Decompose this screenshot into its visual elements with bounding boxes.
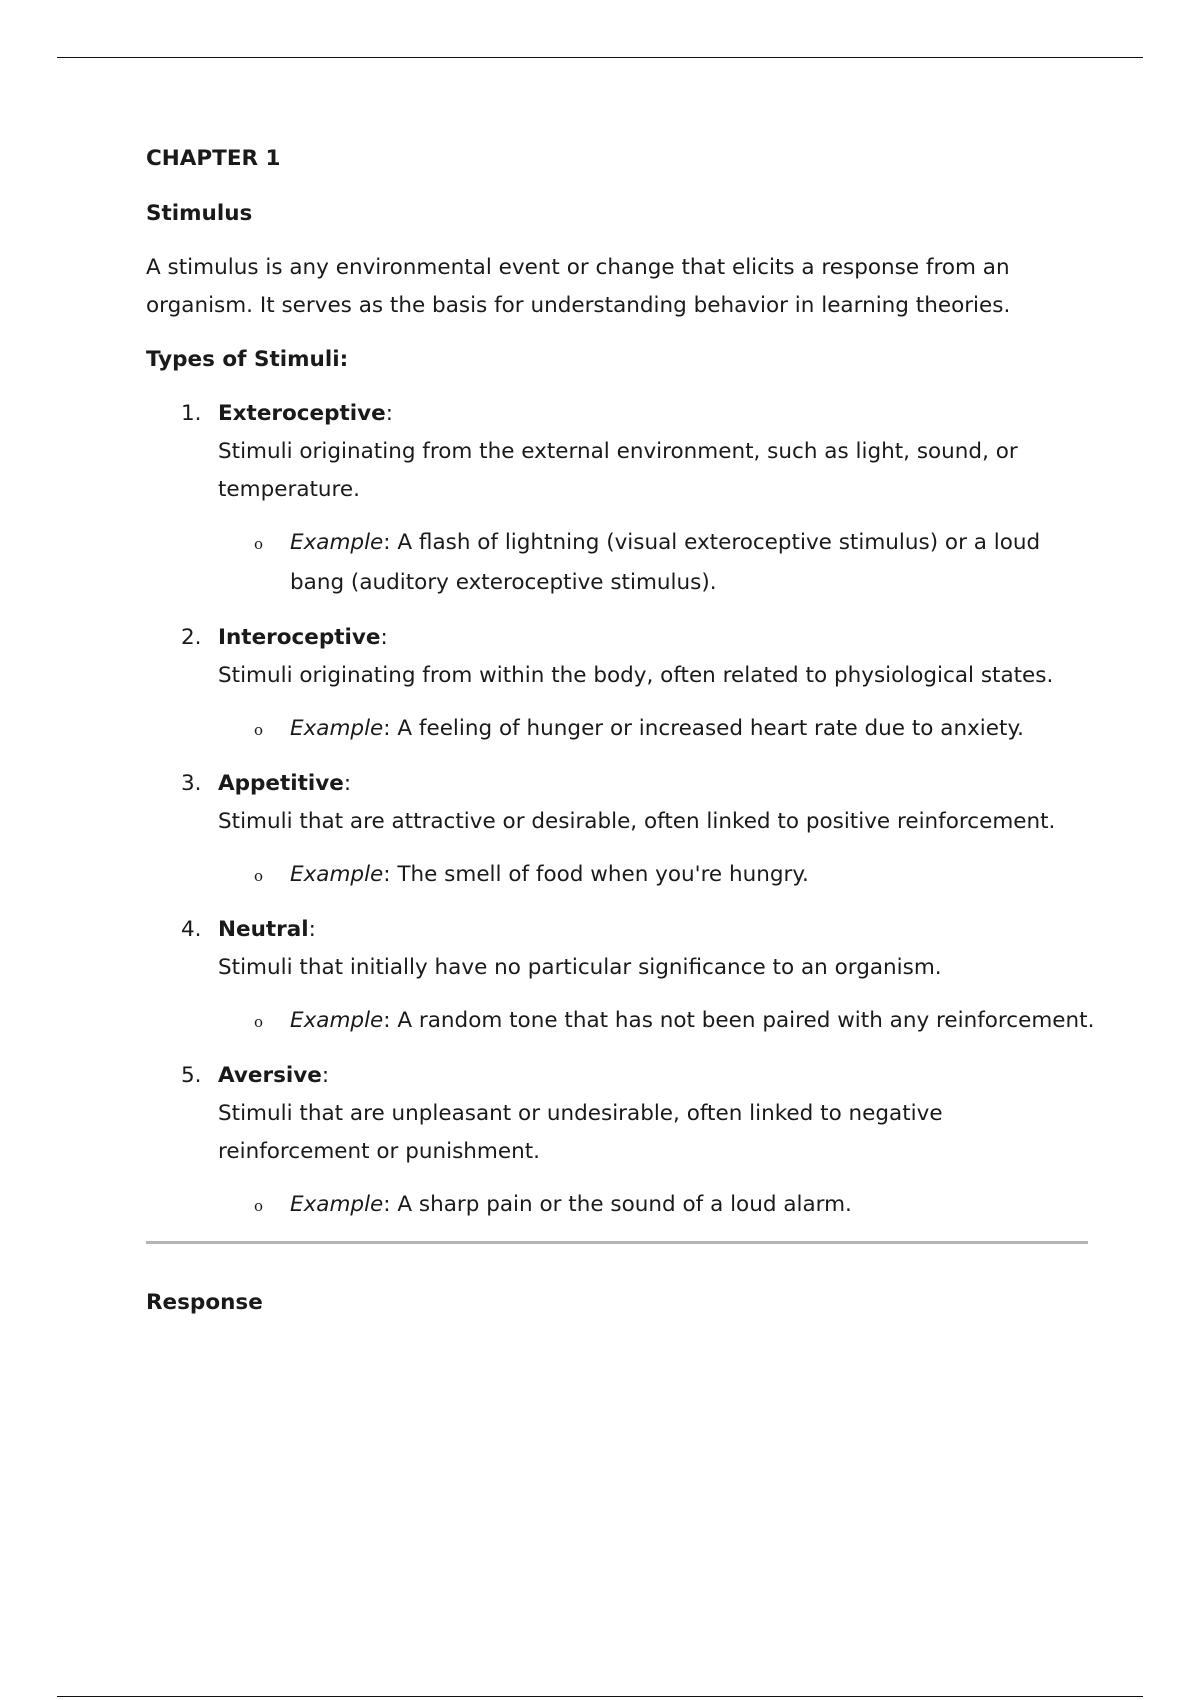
list-item [146, 395, 1096, 603]
list-number: 4. [181, 917, 202, 942]
bullet-icon: o [254, 867, 264, 885]
type-term: Neutral [218, 917, 309, 942]
example-item [218, 855, 1096, 895]
list-item [146, 765, 1096, 895]
types-list [146, 395, 1096, 1225]
type-description: Stimuli that are attractive or desirable, often linked to positive reinforcement. [218, 809, 1056, 834]
example-label: Example [290, 862, 384, 887]
page-top-rule [57, 57, 1143, 58]
type-description: Stimuli that are unpleasant or undesirable, often linked to negative reinforcement or punishment. [218, 1101, 943, 1164]
term-colon: : [321, 1063, 330, 1088]
example-item [218, 523, 1096, 603]
example-text: : The smell of food when you're hungry. [383, 862, 809, 887]
example-item [218, 1185, 1096, 1225]
section-divider [146, 1241, 1088, 1244]
term-colon: : [308, 917, 316, 942]
term-colon: : [343, 771, 352, 796]
example-label: Example [290, 530, 384, 555]
example-text: : A flash of lightning (visual exteroceptive stimulus) or a loud bang (auditory exteroceptive stimulus). [290, 530, 1041, 595]
bullet-icon: o [254, 721, 264, 739]
example-label: Example [290, 1192, 384, 1217]
example-text: : A feeling of hunger or increased heart rate due to anxiety. [383, 716, 1024, 741]
section-title: Stimulus [146, 201, 253, 226]
example-label: Example [290, 1008, 384, 1033]
list-item [146, 911, 1096, 1041]
example-text: : A random tone that has not been paired with any reinforcement. [383, 1008, 1095, 1033]
list-number: 2. [181, 625, 202, 650]
chapter-title: CHAPTER 1 [146, 146, 281, 171]
list-number: 1. [181, 401, 202, 426]
type-term: Exteroceptive [218, 401, 386, 426]
types-heading: Types of Stimuli: [146, 347, 349, 372]
type-description: Stimuli that initially have no particular significance to an organism. [218, 955, 942, 980]
type-term: Interoceptive [218, 625, 381, 650]
example-label: Example [290, 716, 384, 741]
bullet-icon: o [254, 535, 264, 553]
next-section-title: Response [146, 1290, 263, 1315]
type-term: Aversive [218, 1063, 322, 1088]
page-bottom-rule [57, 1696, 1143, 1697]
type-term: Appetitive [218, 771, 344, 796]
document-page [146, 140, 1096, 1322]
example-item [218, 1001, 1096, 1041]
term-colon: : [385, 401, 393, 426]
example-item [218, 709, 1096, 749]
list-number: 3. [181, 771, 202, 796]
example-text: : A sharp pain or the sound of a loud alarm. [383, 1192, 852, 1217]
type-description: Stimuli originating from the external environment, such as light, sound, or temperature. [218, 439, 1018, 502]
list-item [146, 1057, 1096, 1225]
bullet-icon: o [254, 1197, 264, 1215]
list-number: 5. [181, 1063, 202, 1088]
intro-paragraph: A stimulus is any environmental event or change that elicits a response from an organism. It serves as the basis for understanding behavior in learning theories. [146, 255, 1011, 318]
type-description: Stimuli originating from within the body, often related to physiological states. [218, 663, 1054, 688]
list-item [146, 619, 1096, 749]
term-colon: : [380, 625, 388, 650]
bullet-icon: o [254, 1013, 264, 1031]
